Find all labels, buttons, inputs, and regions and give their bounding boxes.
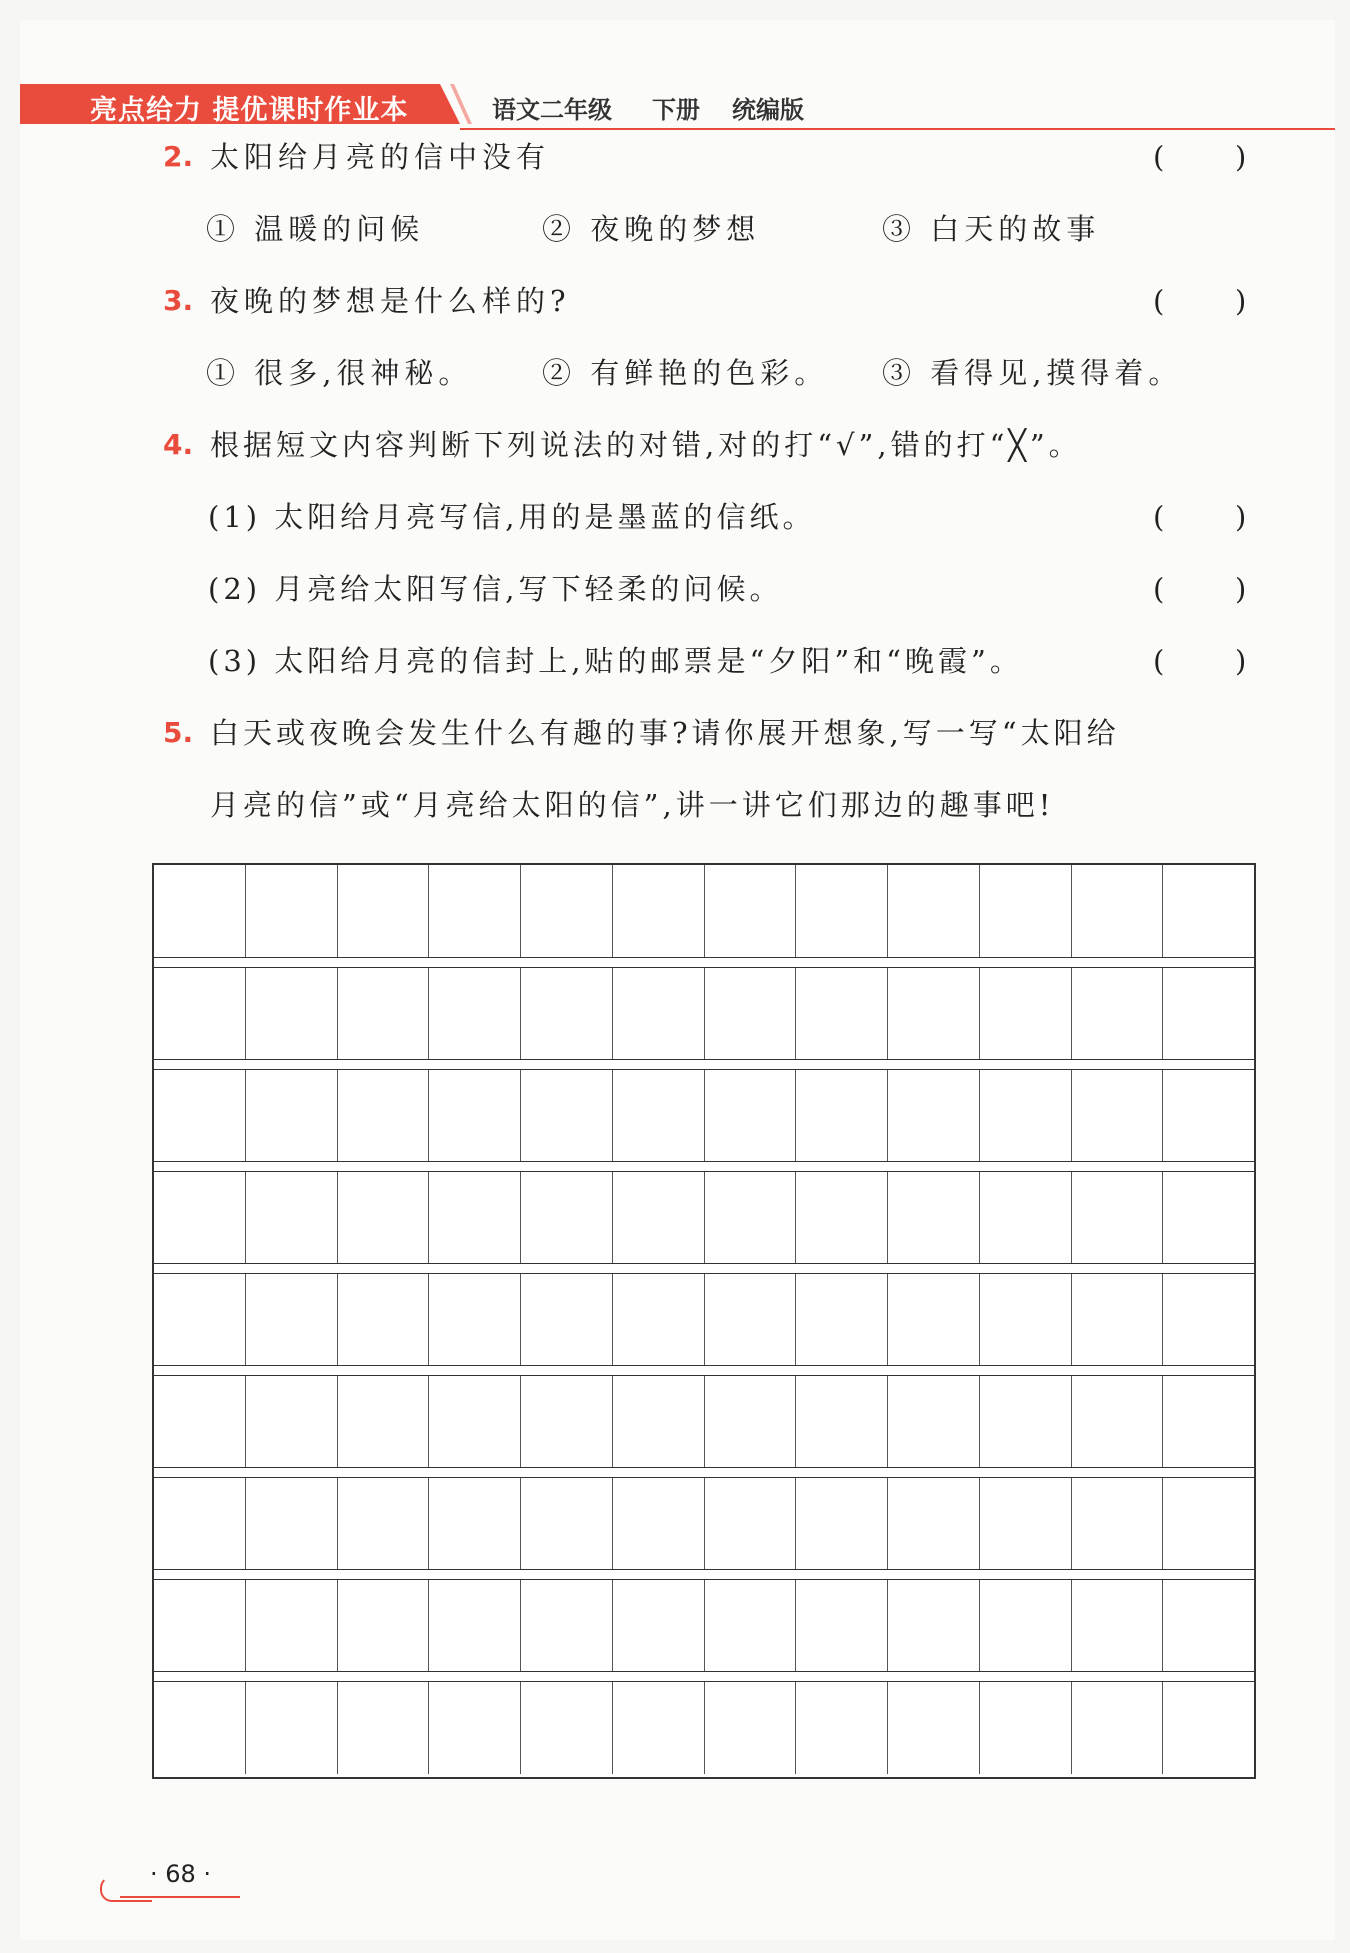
grid-row: [154, 1375, 1254, 1468]
grid-cell[interactable]: [1072, 865, 1164, 957]
question-number: 4.: [163, 428, 194, 461]
grid-cell[interactable]: [338, 1376, 430, 1468]
grid-cell[interactable]: [705, 1478, 797, 1570]
question-4-item-3: [20, 638, 1335, 684]
page-number: · 68 ·: [150, 1860, 212, 1888]
grid-cell[interactable]: [246, 1478, 338, 1570]
grid-cell[interactable]: [796, 968, 888, 1060]
grid-cell[interactable]: [429, 1172, 521, 1264]
question-3: [20, 278, 1335, 324]
option-2: ② 夜晚的梦想: [542, 212, 761, 246]
grid-cell[interactable]: [1072, 1070, 1164, 1162]
grid-cell[interactable]: [1163, 1682, 1254, 1774]
grid-cell[interactable]: [796, 1580, 888, 1672]
grid-cell[interactable]: [796, 1172, 888, 1264]
grid-cell[interactable]: [338, 1682, 430, 1774]
paren-left: (: [1153, 500, 1165, 534]
grid-cell[interactable]: [980, 1376, 1072, 1468]
grid-cell[interactable]: [1072, 1682, 1164, 1774]
grid-cell[interactable]: [246, 1172, 338, 1264]
question-text-line-2: 月亮的信”或“月亮给太阳的信”,讲一讲它们那边的趣事吧!: [210, 788, 1055, 822]
grid-cell[interactable]: [705, 1376, 797, 1468]
brand-title: 亮点给力 提优课时作业本: [90, 95, 409, 126]
grid-cell[interactable]: [521, 1172, 613, 1264]
grid-cell[interactable]: [980, 1070, 1072, 1162]
grid-cell[interactable]: [338, 1580, 430, 1672]
grid-cell[interactable]: [613, 1172, 705, 1264]
grid-cell[interactable]: [1072, 1478, 1164, 1570]
grid-cell[interactable]: [429, 1682, 521, 1774]
footer-ornament: [100, 1876, 152, 1902]
grid-cell[interactable]: [429, 1274, 521, 1366]
grid-cell[interactable]: [888, 1274, 980, 1366]
grid-cell[interactable]: [1163, 968, 1254, 1060]
grid-cell[interactable]: [705, 1172, 797, 1264]
grid-cell[interactable]: [1072, 1376, 1164, 1468]
grid-cell[interactable]: [613, 865, 705, 957]
grid-cell[interactable]: [796, 1682, 888, 1774]
grid-cell[interactable]: [1163, 1274, 1254, 1366]
grid-cell[interactable]: [521, 1070, 613, 1162]
grid-row: [154, 1069, 1254, 1162]
grid-cell[interactable]: [521, 1478, 613, 1570]
page-header: [20, 70, 1335, 130]
grid-cell[interactable]: [796, 1478, 888, 1570]
grid-cell[interactable]: [980, 1580, 1072, 1672]
grid-cell[interactable]: [1163, 1172, 1254, 1264]
subject-label: 语文二年级: [492, 96, 612, 124]
grid-cell[interactable]: [521, 1580, 613, 1672]
grid-cell[interactable]: [980, 968, 1072, 1060]
grid-cell[interactable]: [1163, 1580, 1254, 1672]
grid-cell[interactable]: [796, 1070, 888, 1162]
question-5: [20, 710, 1335, 756]
grid-cell[interactable]: [154, 1682, 246, 1774]
grid-cell[interactable]: [1072, 1580, 1164, 1672]
grid-cell[interactable]: [613, 1274, 705, 1366]
grid-cell[interactable]: [246, 1376, 338, 1468]
grid-cell[interactable]: [246, 1274, 338, 1366]
statement-text: (1) 太阳给月亮写信,用的是墨蓝的信纸。: [208, 500, 816, 534]
grid-cell[interactable]: [154, 865, 246, 957]
grid-cell[interactable]: [613, 1376, 705, 1468]
grid-cell[interactable]: [154, 1376, 246, 1468]
grid-cell[interactable]: [246, 865, 338, 957]
grid-cell[interactable]: [613, 1580, 705, 1672]
paren-right: ): [1235, 500, 1247, 534]
paren-left: (: [1153, 572, 1165, 606]
question-number: 5.: [163, 716, 194, 749]
header-rule: [460, 128, 1335, 130]
grid-row: [154, 967, 1254, 1060]
grid-cell[interactable]: [1163, 1478, 1254, 1570]
paren-left: (: [1153, 644, 1165, 678]
grid-cell[interactable]: [154, 968, 246, 1060]
grid-cell[interactable]: [613, 968, 705, 1060]
question-text: 夜晚的梦想是什么样的?: [210, 284, 571, 318]
grid-cell[interactable]: [429, 1478, 521, 1570]
question-text-line-1: 白天或夜晚会发生什么有趣的事?请你展开想象,写一写“太阳给: [210, 716, 1120, 750]
grid-cell[interactable]: [705, 1070, 797, 1162]
grid-cell[interactable]: [521, 1376, 613, 1468]
grid-cell[interactable]: [980, 1172, 1072, 1264]
question-3-options: [20, 350, 1335, 396]
grid-row: [154, 865, 1254, 957]
grid-cell[interactable]: [338, 1478, 430, 1570]
grid-cell[interactable]: [246, 1682, 338, 1774]
grid-cell[interactable]: [246, 1580, 338, 1672]
question-2: [20, 134, 1335, 180]
option-3: ③ 白天的故事: [882, 212, 1101, 246]
question-number: 3.: [163, 284, 194, 317]
grid-cell[interactable]: [154, 1478, 246, 1570]
grid-cell[interactable]: [705, 968, 797, 1060]
grid-cell[interactable]: [154, 1580, 246, 1672]
page-footer: [100, 1860, 300, 1910]
footer-rule: [120, 1896, 240, 1898]
grid-cell[interactable]: [1072, 1172, 1164, 1264]
grid-cell[interactable]: [521, 1274, 613, 1366]
grid-cell[interactable]: [888, 1682, 980, 1774]
option-2: ② 有鲜艳的色彩。: [542, 356, 829, 390]
grid-cell[interactable]: [796, 1274, 888, 1366]
grid-cell[interactable]: [705, 865, 797, 957]
grid-cell[interactable]: [429, 865, 521, 957]
statement-text: (3) 太阳给月亮的信封上,贴的邮票是“夕阳”和“晚霞”。: [208, 644, 1023, 678]
grid-row: [154, 1273, 1254, 1366]
grid-cell[interactable]: [888, 1580, 980, 1672]
grid-cell[interactable]: [888, 1478, 980, 1570]
paren-right: ): [1235, 644, 1247, 678]
grid-cell[interactable]: [521, 1682, 613, 1774]
paren-right: ): [1235, 140, 1247, 174]
question-4: [20, 422, 1335, 468]
grid-cell[interactable]: [980, 1274, 1072, 1366]
grid-cell[interactable]: [521, 968, 613, 1060]
grid-cell[interactable]: [1163, 865, 1254, 957]
grid-cell[interactable]: [1163, 1376, 1254, 1468]
workbook-page: [20, 20, 1335, 1940]
question-5-continued: [20, 782, 1335, 828]
option-3: ③ 看得见,摸得着。: [882, 356, 1183, 390]
grid-cell[interactable]: [613, 1478, 705, 1570]
grid-cell[interactable]: [980, 865, 1072, 957]
grid-cell[interactable]: [796, 865, 888, 957]
volume-label: 下册: [652, 96, 700, 124]
writing-grid[interactable]: [152, 863, 1256, 1779]
option-1: ① 温暖的问候: [206, 212, 425, 246]
question-text: 太阳给月亮的信中没有: [210, 140, 551, 174]
grid-row: [154, 1477, 1254, 1570]
grid-cell[interactable]: [338, 1070, 430, 1162]
grid-cell[interactable]: [613, 1070, 705, 1162]
grid-cell[interactable]: [154, 1070, 246, 1162]
grid-cell[interactable]: [888, 968, 980, 1060]
grid-cell[interactable]: [1072, 1274, 1164, 1366]
grid-cell[interactable]: [705, 1580, 797, 1672]
grid-cell[interactable]: [154, 1274, 246, 1366]
grid-cell[interactable]: [246, 968, 338, 1060]
grid-cell[interactable]: [429, 1376, 521, 1468]
paren-right: ): [1235, 572, 1247, 606]
grid-cell[interactable]: [338, 1274, 430, 1366]
question-4-item-2: [20, 566, 1335, 612]
question-4-item-1: [20, 494, 1335, 540]
grid-cell[interactable]: [429, 968, 521, 1060]
grid-cell[interactable]: [246, 1070, 338, 1162]
grid-cell[interactable]: [888, 1172, 980, 1264]
option-1: ① 很多,很神秘。: [206, 356, 473, 390]
grid-cell[interactable]: [429, 1070, 521, 1162]
grid-cell[interactable]: [796, 1376, 888, 1468]
grid-cell[interactable]: [338, 865, 430, 957]
question-2-options: [20, 206, 1335, 252]
grid-cell[interactable]: [338, 1172, 430, 1264]
paren-left: (: [1153, 284, 1165, 318]
grid-cell[interactable]: [888, 1376, 980, 1468]
grid-cell[interactable]: [705, 1274, 797, 1366]
grid-cell[interactable]: [154, 1172, 246, 1264]
grid-cell[interactable]: [613, 1682, 705, 1774]
grid-cell[interactable]: [705, 1682, 797, 1774]
question-number: 2.: [163, 140, 194, 173]
grid-cell[interactable]: [338, 968, 430, 1060]
grid-cell[interactable]: [888, 1070, 980, 1162]
grid-row: [154, 1171, 1254, 1264]
grid-cell[interactable]: [429, 1580, 521, 1672]
paren-right: ): [1235, 284, 1247, 318]
grid-row: [154, 1579, 1254, 1672]
grid-row: [154, 1681, 1254, 1774]
question-text: 根据短文内容判断下列说法的对错,对的打“√”,错的打“╳”。: [210, 428, 1082, 462]
statement-text: (2) 月亮给太阳写信,写下轻柔的问候。: [208, 572, 783, 606]
grid-cell[interactable]: [888, 865, 980, 957]
edition-label: 统编版: [732, 96, 804, 124]
paren-left: (: [1153, 140, 1165, 174]
grid-cell[interactable]: [980, 1478, 1072, 1570]
grid-cell[interactable]: [1072, 968, 1164, 1060]
grid-cell[interactable]: [980, 1682, 1072, 1774]
grid-cell[interactable]: [1163, 1070, 1254, 1162]
grid-cell[interactable]: [521, 865, 613, 957]
